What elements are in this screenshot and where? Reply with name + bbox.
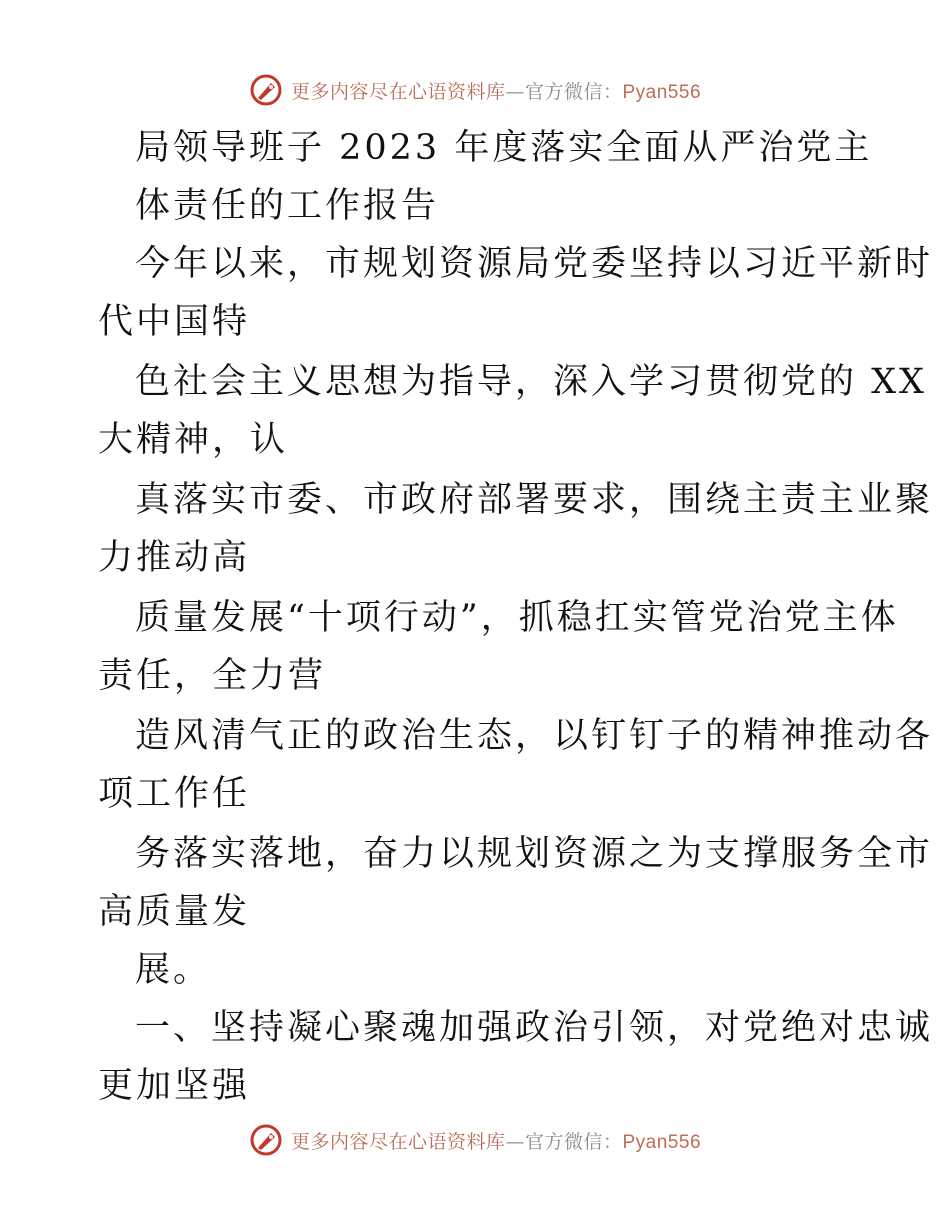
- watermark-brand: 更多内容尽在心语资料库: [290, 80, 506, 103]
- body-line: 责任，全力营: [98, 656, 327, 696]
- watermark-wechat-id: Pyan556: [622, 1131, 702, 1153]
- pen-nib-logo-icon: [249, 1123, 283, 1157]
- body-line: 项工作任: [98, 774, 251, 814]
- watermark-wechat-label: 官方微信：: [524, 80, 623, 103]
- body-line: 质量发展“十项行动”，抓稳扛实管党治党主体: [135, 598, 899, 638]
- body-line: 色社会主义思想为指导，深入学习贯彻党的 XX: [135, 362, 927, 402]
- body-line: 大精神，认: [98, 420, 289, 460]
- body-line: 造风清气正的政治生态，以钉钉子的精神推动各: [135, 716, 934, 756]
- body-line: 代中国特: [98, 302, 251, 342]
- watermark-separator: —: [505, 80, 525, 103]
- document-title-line-2: 体责任的工作报告: [135, 186, 440, 226]
- body-line: 今年以来，市规划资源局党委坚持以习近平新时: [135, 244, 934, 284]
- watermark-text: [291, 1127, 701, 1154]
- watermark-brand: 更多内容尽在心语资料库: [290, 1130, 506, 1153]
- body-line: 务落实落地，奋力以规划资源之为支撑服务全市: [135, 834, 934, 874]
- watermark-wechat-id: Pyan556: [622, 81, 702, 103]
- body-line: 展。: [135, 950, 212, 990]
- watermark-wechat-label: 官方微信：: [524, 1130, 623, 1153]
- watermark-separator: —: [505, 1130, 525, 1153]
- body-line: 更加坚强: [98, 1066, 251, 1106]
- body-line: 真落实市委、市政府部署要求，围绕主责主业聚: [135, 480, 934, 520]
- body-line: 高质量发: [98, 892, 251, 932]
- document-title-line-1: 局领导班子 2023 年度落实全面从严治党主: [135, 128, 873, 168]
- body-line: 力推动高: [98, 538, 251, 578]
- section-heading: 一、坚持凝心聚魂加强政治引领，对党绝对忠诚: [135, 1008, 934, 1048]
- footer-watermark: [0, 1120, 950, 1160]
